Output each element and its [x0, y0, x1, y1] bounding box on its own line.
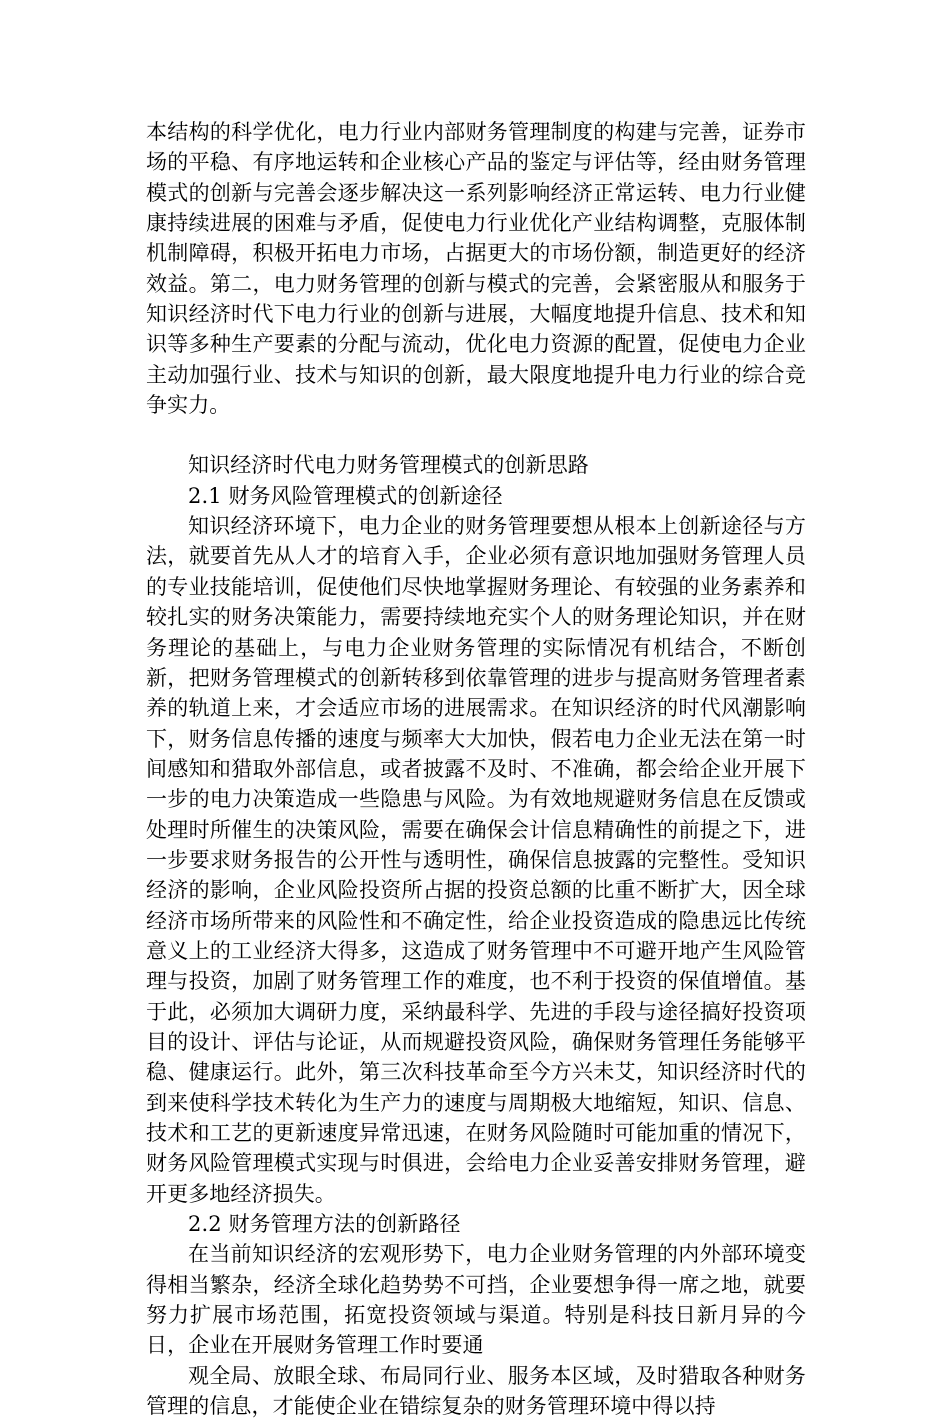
subsection-heading-2-1: 2.1 财务风险管理模式的创新途径 — [188, 483, 503, 508]
body-paragraph-continued: 本结构的科学优化，电力行业内部财务管理制度的构建与完善，证券市场的平稳、有序地运转和企业核心产品的鉴定与评估等，经由财务管理模式的创新与完善会逐步解决这一系列影响经济正常运转、电力行业健康持续进展的困难与矛盾，促使电力行业优化产业结构调整，克服体制机制障碍，积极开拓电力市场，占据更大的市场份额，制造更好的经济效益。第二，电力财务管理的创新与模式的完善，会紧密服从和服务于知识经济时代下电力行业的创新与进展，大幅度地提升信息、技术和知识等多种生产要素的分配与流动，优化电力资源的配置，促使电力企业主动加强行业、技术与知识的创新，最大限度地提升电力行业的综合竞争实力。 — [146, 120, 806, 418]
body-paragraph-continuation: 观全局、放眼全球、布局同行业、服务本区域，及时猎取各种财务管理的信息，才能使企业在错综复杂的财务管理环境中得以持 — [146, 1363, 806, 1419]
body-paragraph-risk-management: 知识经济环境下，电力企业的财务管理要想从根本上创新途径与方法，就要首先从人才的培育入手，企业必须有意识地加强财务管理人员的专业技能培训，促使他们尽快地掌握财务理论、有较强的业务素养和较扎实的财务决策能力，需要持续地充实个人的财务理论知识，并在财务理论的基础上，与电力企业财务管理的实际情况有机结合，不断创新，把财务管理模式的创新转移到依靠管理的进步与提高财务管理者素养的轨道上来，才会适应市场的进展需求。在知识经济的时代风潮影响下，财务信息传播的速度与频率大大加快，假若电力企业无法在第一时间感知和猎取外部信息，或者披露不及时、不准确，都会给企业开展下一步的电力决策造成一些隐患与风险。为有效地规避财务信息在反馈或处理时所催生的决策风险，需要在确保会计信息精确性的前提之下，进一步要求财务报告的公开性与透明性，确保信息披露的完整性。受知识经济的影响，企业风险投资所占据的投资总额的比重不断扩大，因全球经济市场所带来的风险性和不确定性，给企业投资造成的隐患远比传统意义上的工业经济大得多，这造成了财务管理中不可避开地产生风险管理与投资，加剧了财务管理工作的难度，也不利于投资的保值增值。基于此，必须加大调研力度，采纳最科学、先进的手段与途径搞好投资项目的设计、评估与论证，从而规避投资风险，确保财务管理任务能够平稳、健康运行。此外，第三次科技革命至今方兴未艾，知识经济时代的到来使科学技术转化为生产力的速度与周期极大地缩短，知识、信息、技术和工艺的更新速度异常迅速，在财务风险随时可能加重的情况下，财务风险管理模式实现与时俱进，会给电力企业妥善安排财务管理，避开更多地经济损失。 — [146, 514, 806, 1206]
subsection-heading-2-2: 2.2 财务管理方法的创新路径 — [188, 1212, 461, 1237]
paragraph-spacer — [146, 420, 806, 450]
document-body — [146, 117, 806, 1421]
body-paragraph-management-methods: 在当前知识经济的宏观形势下，电力企业财务管理的内外部环境变得相当繁杂，经济全球化趋势势不可挡，企业要想争得一席之地，就要努力扩展市场范围，拓宽投资领域与渠道。特别是科技日新月异的今日，企业在开展财务管理工作时要通 — [146, 1242, 806, 1358]
section-heading: 知识经济时代电力财务管理模式的创新思路 — [188, 453, 589, 478]
